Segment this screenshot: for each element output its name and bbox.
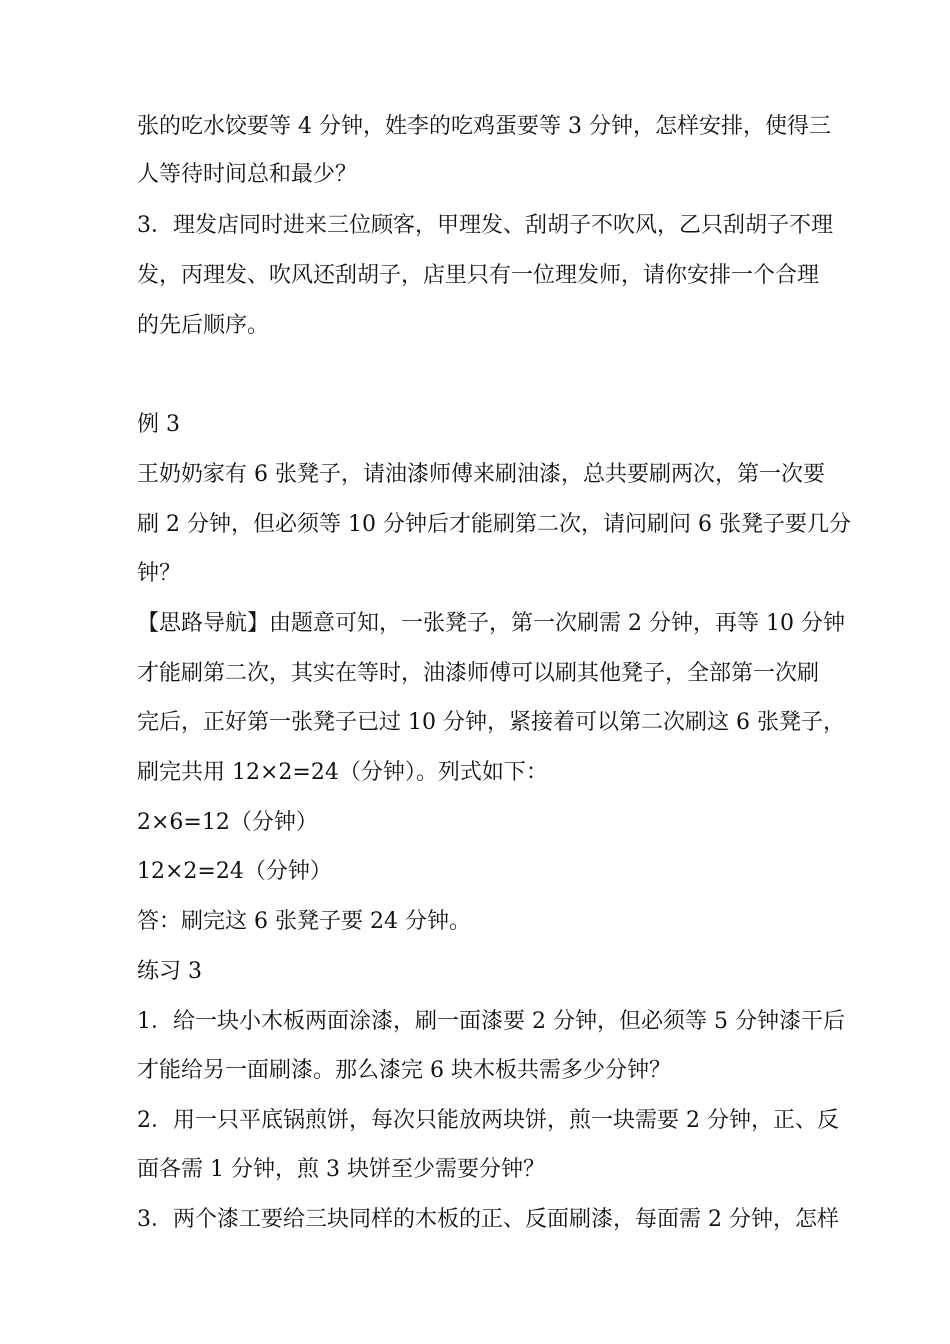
text-line: 发，丙理发、吹风还刮胡子，店里只有一位理发师，请你安排一个合理 [137,263,820,288]
text-line: 人等待时间总和最少？ [137,162,358,187]
text-line: 面各需 1 分钟，煎 3 块饼至少需要分钟？ [137,1157,545,1182]
text-line: 张的吃水饺要等 4 分钟，姓李的吃鸡蛋要等 3 分钟，怎样安排，使得三 [137,114,831,139]
text-line: 才能给另一面刷漆。那么漆完 6 块木板共需多少分钟？ [137,1058,671,1083]
text-line: 钟？ [137,561,182,586]
text-line: 3．两个漆工要给三块同样的木板的正、反面刷漆，每面需 2 分钟，怎样 [137,1207,839,1232]
text-line: 2．用一只平底锅煎饼，每次只能放两块饼，煎一块需要 2 分钟，正、反 [137,1108,839,1133]
equation-line: 2×6=12（分钟） [137,810,318,835]
text-line: 刷 2 分钟，但必须等 10 分钟后才能刷第二次，请问刷问 6 张凳子要几分 [137,512,851,537]
text-line: 才能刷第二次，其实在等时，油漆师傅可以刷其他凳子，全部第一次刷 [137,661,820,686]
equation-line: 12×2=24（分钟） [137,859,332,884]
text-line: 1．给一块小木板两面涂漆，刷一面漆要 2 分钟，但必须等 5 分钟漆干后 [137,1009,845,1034]
example-heading: 例 3 [137,412,180,437]
practice-heading: 练习 3 [137,959,202,984]
text-line: 的先后顺序。 [137,313,270,338]
text-line: 完后，正好第一张凳子已过 10 分钟，紧接着可以第二次刷这 6 张凳子， [137,710,845,735]
text-line: 刷完共用 12×2=24（分钟）。列式如下： [137,760,548,785]
text-line: 【思路导航】由题意可知，一张凳子，第一次刷需 2 分钟，再等 10 分钟 [137,611,845,636]
answer-line: 答：刷完这 6 张凳子要 24 分钟。 [137,909,471,934]
text-line: 王奶奶家有 6 张凳子，请油漆师傅来刷油漆，总共要刷两次，第一次要 [137,462,825,487]
text-line: 3．理发店同时进来三位顾客，甲理发、刮胡子不吹风，乙只刮胡子不理 [137,213,833,238]
